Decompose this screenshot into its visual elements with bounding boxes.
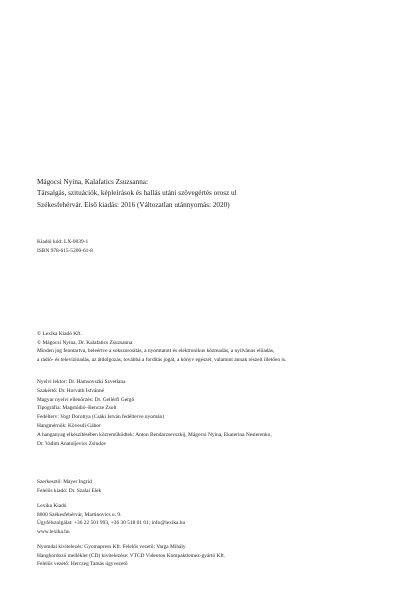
credit-typography: Tipográfia: Magstúdió–Bencze Zsolt bbox=[37, 405, 117, 412]
credit-editor: Szerkesztő: Mayer Ingrid bbox=[37, 479, 92, 485]
credit-expert: Szakértő: Dr. Horváth Istvánné bbox=[37, 387, 105, 394]
isbn: ISBN 978-615-5200-61-8 bbox=[37, 247, 93, 254]
publisher-contact: Ügyfélszolgálat: +36 22 501 993, +36 30 518 01 01; info@lexika.hu bbox=[37, 520, 186, 527]
credit-language-reader: Nyelvi lektor: Dr. Hamsovszki Szvetlana bbox=[37, 379, 126, 385]
publisher-address: 8000 Székesfehérvár, Martinovics u. 9. bbox=[37, 511, 122, 518]
publisher-website: www.lexika.hu bbox=[37, 528, 70, 535]
staff-credits bbox=[37, 378, 387, 448]
citation-edition: Székesfehérvár. Első kiadás: 2016 (Változatlan utánnyomás: 2020) bbox=[37, 200, 230, 209]
editorial-block bbox=[37, 478, 387, 495]
copyright-line-2: © Mágocsi Nyina, Dr. Kalafatics Zsuzsanna bbox=[37, 339, 133, 346]
codes-block bbox=[37, 238, 387, 255]
citation-block bbox=[37, 177, 387, 211]
rights-line-1: Minden jog fenntartva, beleértve a sokszorosítás, a nyomtatott és elektronikus közreadás, a nyilvános előadás, bbox=[37, 348, 275, 355]
publisher-code: Kiadói kód: LX-0039-1 bbox=[37, 239, 89, 245]
citation-authors: Mágocsi Nyina, Kalafatics Zsuzsanna: bbox=[37, 178, 148, 186]
printing-block bbox=[37, 543, 387, 569]
credit-responsible-publisher: Felelős kiadó: Dr. Szalai Elek bbox=[37, 487, 102, 494]
copyright-line-1: © Lexika Kiadó Kft. bbox=[37, 331, 82, 337]
credit-audio-contributors: A hanganyag elkészítésében közreműködtek: Anton Bendarzsevszkij, Mágocsi Nyina, Ekaterina Nesterenko, bbox=[37, 431, 272, 438]
credit-sound-engineer: Hangmérnök: Kövesdi Gábor bbox=[37, 422, 101, 429]
rights-line-2: a rádió- és televízióadás, az átdolgozás, továbbá a fordítás jogát, a könyv egészét, valamint annak részeit illetően is. bbox=[37, 356, 287, 363]
credit-cd-manager: Felelős vezető: Herczeg Tamás ügyvezető bbox=[37, 561, 128, 568]
publisher-name: Lexika Kiadó bbox=[37, 503, 67, 509]
credit-hungarian-check: Magyar nyelvi ellenőrzés: Dr. Gellérfi Gergő bbox=[37, 396, 135, 403]
copyright-block bbox=[37, 330, 387, 364]
citation-title: Társalgás, szituációk, képleírások és hallás utáni szövegértés orosz ul bbox=[37, 189, 237, 198]
credit-cd-production: Hanghordozó melléklet (CD) kivitelezése: VTCD Videoton Kompaktlemez-gyártó Kft. bbox=[37, 552, 226, 559]
credit-printing: Nyomdai kivitelezés: Gyomapress Kft. Felelős vezető: Varga Mihály bbox=[37, 544, 186, 550]
publisher-block bbox=[37, 502, 387, 536]
credit-audio-contributors-cont: Dr. Vadim Anatoljevics Zsludov bbox=[37, 440, 107, 447]
credit-cover: Fedélterv: Vogt Dorottya (Csáki István fedélterve nyomán) bbox=[37, 414, 165, 421]
